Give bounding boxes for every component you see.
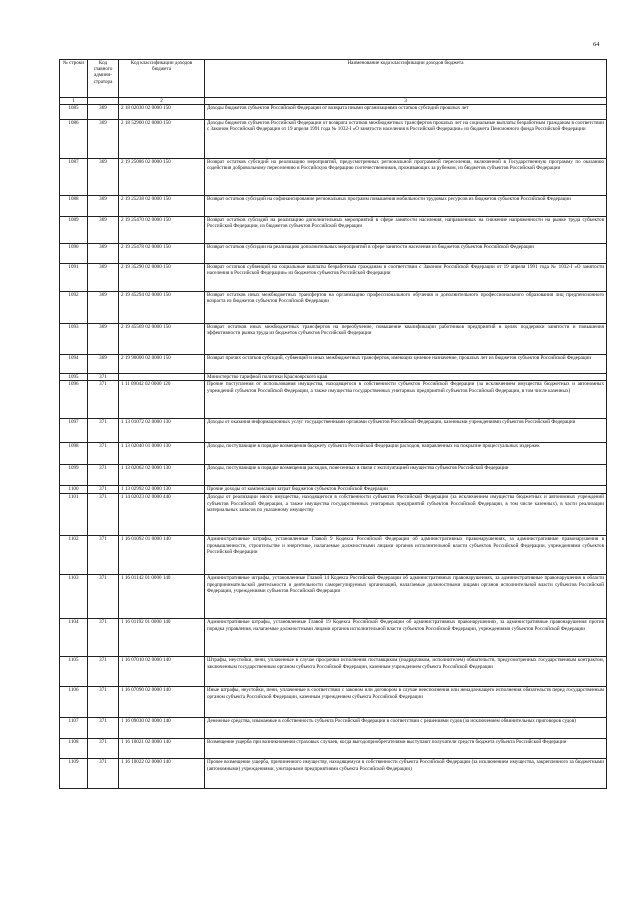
classification-code-cell: 1 16 07010 02 0000 140	[119, 657, 205, 687]
classification-code-cell: 1 16 07090 02 0000 140	[119, 687, 205, 718]
table-row	[60, 486, 607, 494]
table-row	[60, 196, 607, 217]
classification-code-cell: 2 19 90000 02 0000 150	[119, 355, 205, 374]
table-row	[60, 217, 607, 244]
classification-code-cell: 1 16 01142 01 0000 140	[119, 575, 205, 619]
row-number-cell: 1086	[60, 120, 88, 159]
row-number-cell: 1102	[60, 536, 88, 575]
classification-code-cell: 1 16 01192 01 0000 140	[119, 619, 205, 657]
column-number-1b	[88, 98, 119, 105]
table-row	[60, 292, 607, 324]
classification-code-cell: 1 16 01092 01 0000 140	[119, 536, 205, 575]
table-row	[60, 759, 607, 789]
classification-code-cell: 2 18 02030 02 0000 150	[119, 105, 205, 120]
classification-code-cell: 1 11 09042 02 0000 120	[119, 381, 205, 419]
row-number-cell: 1092	[60, 292, 88, 324]
table-row	[60, 355, 607, 374]
code-name-cell: Возврат прочих остатков субсидий, субвенций и иных межбюджетных трансфертов, имеющих целевое назначение, прошлых лет из бюджетов субъектов Российской Федерации	[205, 355, 607, 374]
header-code-name: Наименование кода классификации доходов бюджета	[205, 60, 607, 98]
code-name-cell: Возврат остатков субвенций на социальные выплаты безработным гражданам в соответствии с Законом Российской Федерации от 19 апреля 1991 года № 1032-I «О занятости населения в Российской Федерации» из бюджетов субъектов Российской Федерации	[205, 264, 607, 292]
classification-code-cell: 2 19 25470 02 0000 150	[119, 217, 205, 244]
table-row	[60, 264, 607, 292]
table-row	[60, 244, 607, 264]
row-number-cell: 1091	[60, 264, 88, 292]
code-name-cell: Министерство тарифной политики Красноярского края	[205, 374, 607, 381]
code-name-cell: Административные штрафы, установленные Главой 19 Кодекса Российской Федерации об административных правонарушениях, за административные правонарушения против порядка управления, налагаемые должностными лицами органов исполнительной власти субъектов Российской Федерации, учреждениями субъектов Российской Федерации	[205, 619, 607, 657]
classification-code-cell: 2 18 52900 02 0000 150	[119, 120, 205, 159]
column-number-2: 2	[119, 98, 205, 105]
table-row	[60, 494, 607, 536]
code-name-cell: Возврат остатков иных межбюджетных трансфертов на переобучение, повышение квалификации работников предприятий в целях поддержки занятости и повышения эффективности рынка труда из бюджетов субъектов Российской Федерации	[205, 324, 607, 355]
table-row	[60, 381, 607, 419]
administrator-code-cell: 371	[88, 381, 119, 419]
administrator-code-cell: 369	[88, 120, 119, 159]
code-name-cell: Доходы от оказания информационных услуг государственными органами субъектов Российской Федерации, казенными учреждениями субъектов Российской Федерации	[205, 419, 607, 443]
row-number-cell: 1098	[60, 443, 88, 465]
administrator-code-cell: 369	[88, 244, 119, 264]
administrator-code-cell: 371	[88, 759, 119, 789]
table-body	[60, 105, 607, 789]
code-name-cell: Административные штрафы, установленные Главой 14 Кодекса Российской Федерации об административных правонарушениях, за административные правонарушения в области предпринимательской деятельности и деятельности саморегулируемых организаций, налагаемые должностными лицами органов исполнительной власти субъектов Российской Федерации, учреждениями субъектов Российской Федерации	[205, 575, 607, 619]
administrator-code-cell: 371	[88, 575, 119, 619]
table-row	[60, 718, 607, 739]
administrator-code-cell: 369	[88, 324, 119, 355]
administrator-code-cell: 371	[88, 494, 119, 536]
column-number-row	[60, 98, 607, 105]
column-number-1: 1	[60, 98, 88, 105]
code-name-cell: Возврат остатков иных межбюджетных трансфертов на организацию профессионального обучения и дополнительного профессионального образования лиц предпенсионного возраста из бюджетов субъектов Российской Федерации	[205, 292, 607, 324]
code-name-cell: Возврат остатков субсидий на реализацию мероприятий, предусмотренных региональной программой переселения, включенной в Государственную программу по оказанию содействия добровольному переселению в Российскую Федерацию соотечественников, проживающих за рубежом, из бюджетов субъектов Российской Федерации	[205, 159, 607, 196]
row-number-cell: 1099	[60, 465, 88, 486]
administrator-code-cell: 371	[88, 687, 119, 718]
table-row	[60, 443, 607, 465]
code-name-cell: Возврат остатков субсидии на реализацию дополнительных мероприятий в сфере занятости населения из бюджетов субъектов Российской Федерации	[205, 244, 607, 264]
row-number-cell: 1093	[60, 324, 88, 355]
classification-code-cell: 1 13 02040 01 0000 130	[119, 443, 205, 465]
classification-code-cell: 1 13 01072 02 0000 130	[119, 419, 205, 443]
code-name-cell: Прочие доходы от компенсации затрат бюджетов субъектов Российской Федерации	[205, 486, 607, 494]
classification-code-cell: 2 19 25238 02 0000 150	[119, 196, 205, 217]
classification-code-cell	[119, 374, 205, 381]
row-number-cell: 1109	[60, 759, 88, 789]
administrator-code-cell: 371	[88, 374, 119, 381]
administrator-code-cell: 371	[88, 465, 119, 486]
code-name-cell: Доходы бюджетов субъектов Российской Федерации от возврата остатков межбюджетных трансфертов прошлых лет на социальные выплаты безработным гражданам в соответствии с Законом Российской Федерации от 19 апреля 1991 года № 1032-I «О занятости населения в Российской Федерации» из бюджета Пенсионного фонда Российской Федерации	[205, 120, 607, 159]
classification-code-cell: 1 16 10022 02 0000 140	[119, 759, 205, 789]
table-row	[60, 657, 607, 687]
administrator-code-cell: 371	[88, 486, 119, 494]
code-name-cell: Возврат остатков субсидий на реализацию дополнительных мероприятий в сфере занятости населения, направленных на снижение напряженности на рынке труда субъектов Российской Федерации, из бюджетов субъектов Российской Федерации	[205, 217, 607, 244]
table-row	[60, 536, 607, 575]
table-row	[60, 739, 607, 759]
classification-code-cell: 2 19 25478 02 0000 150	[119, 244, 205, 264]
row-number-cell: 1097	[60, 419, 88, 443]
table-row	[60, 324, 607, 355]
row-number-cell: 1087	[60, 159, 88, 196]
row-number-cell: 1088	[60, 196, 88, 217]
row-number-cell: 1100	[60, 486, 88, 494]
administrator-code-cell: 371	[88, 739, 119, 759]
row-number-cell: 1085	[60, 105, 88, 120]
budget-classification-table	[59, 59, 607, 789]
administrator-code-cell: 369	[88, 292, 119, 324]
table-row	[60, 159, 607, 196]
row-number-cell: 1108	[60, 739, 88, 759]
header-administrator-code: Код главного админи-стратора	[88, 60, 119, 98]
table-row	[60, 465, 607, 486]
code-name-cell: Иные штрафы, неустойки, пени, уплаченные в соответствии с законом или договором в случае неисполнения или ненадлежащего исполнения обязательств перед государственным органом субъекта Российской Федерации, казенным учреждением субъекта Российской Федерации	[205, 687, 607, 718]
table-row	[60, 619, 607, 657]
code-name-cell: Доходы, поступающие в порядке возмещения бюджету субъекта Российской Федерации расходов, направленных на покрытие процессуальных издержек	[205, 443, 607, 465]
code-name-cell: Возмещение ущерба при возникновении страховых случаев, когда выгодоприобретателями выступают получатели средств бюджета субъекта Российской Федерации	[205, 739, 607, 759]
classification-code-cell: 2 19 35290 02 0000 150	[119, 264, 205, 292]
classification-code-cell: 2 19 45294 02 0000 150	[119, 292, 205, 324]
table-row	[60, 419, 607, 443]
administrator-code-cell: 371	[88, 718, 119, 739]
administrator-code-cell: 371	[88, 419, 119, 443]
table-row	[60, 687, 607, 718]
classification-code-cell: 2 19 25086 02 0000 150	[119, 159, 205, 196]
code-name-cell: Административные штрафы, установленные Главой 9 Кодекса Российской Федерации об административных правонарушениях, за административные правонарушения в промышленности, строительстве и энергетике, налагаемые должностными лицами органов исполнительной власти субъектов Российской Федерации, учреждениями субъектов Российской Федерации	[205, 536, 607, 575]
header-classification-code: Код классификации доходов бюджета	[119, 60, 205, 98]
row-number-cell: 1090	[60, 244, 88, 264]
classification-code-cell: 1 13 02062 02 0000 130	[119, 465, 205, 486]
code-name-cell: Денежные средства, изымаемые в собственность субъекта Российской Федерации в соответствии с решениями судов (за исключением обвинительных приговоров судов)	[205, 718, 607, 739]
row-number-cell: 1095	[60, 374, 88, 381]
row-number-cell: 1106	[60, 687, 88, 718]
administrator-code-cell: 369	[88, 105, 119, 120]
table-row	[60, 374, 607, 381]
code-name-cell: Штрафы, неустойки, пени, уплаченные в случае просрочки исполнения поставщиком (подрядчиком, исполнителем) обязательств, предусмотренных государственным контрактом, заключенным государственным органом субъекта Российской Федерации, казенным учреждением субъекта Российской Федерации	[205, 657, 607, 687]
row-number-cell: 1103	[60, 575, 88, 619]
row-number-cell: 1105	[60, 657, 88, 687]
row-number-cell: 1107	[60, 718, 88, 739]
header-row-number: № строки	[60, 60, 88, 98]
code-name-cell: Доходы от реализации иного имущества, находящегося в собственности субъектов Российской Федерации (за исключением имущества бюджетных и автономных учреждений субъектов Российской Федерации, а также имущества государственных унитарных предприятий субъектов Российской Федерации, в том числе казенных), в части реализации материальных запасов по указанному имуществу	[205, 494, 607, 536]
administrator-code-cell: 371	[88, 443, 119, 465]
code-name-cell: Возврат остатков субсидий на софинансирование региональных программ повышения мобильности трудовых ресурсов из бюджетов субъектов Российской Федерации	[205, 196, 607, 217]
administrator-code-cell: 369	[88, 217, 119, 244]
administrator-code-cell: 369	[88, 264, 119, 292]
classification-code-cell: 2 19 45569 02 0000 150	[119, 324, 205, 355]
code-name-cell: Прочее возмещение ущерба, причиненного имуществу, находящемуся в собственности субъекта Российской Федерации (за исключением имущества, закрепленного за бюджетными (автономными) учреждениями, унитарными предприятиями субъекта Российской Федерации)	[205, 759, 607, 789]
administrator-code-cell: 369	[88, 355, 119, 374]
code-name-cell: Прочие поступления от использования имущества, находящегося в собственности субъектов Российской Федерации (за исключением имущества бюджетных и автономных учреждений субъектов Российской Федерации, а также имущества государственных унитарных предприятий субъектов Российской Федерации, в том числе казенных)	[205, 381, 607, 419]
administrator-code-cell: 369	[88, 159, 119, 196]
classification-code-cell: 1 14 02023 02 0000 440	[119, 494, 205, 536]
table-header-row	[60, 60, 607, 98]
administrator-code-cell: 371	[88, 657, 119, 687]
administrator-code-cell: 369	[88, 196, 119, 217]
table-row	[60, 105, 607, 120]
page-number: 64	[593, 41, 600, 48]
row-number-cell: 1094	[60, 355, 88, 374]
administrator-code-cell: 371	[88, 536, 119, 575]
classification-code-cell: 1 16 10021 02 0000 140	[119, 739, 205, 759]
code-name-cell: Доходы, поступающие в порядке возмещения расходов, понесенных в связи с эксплуатацией имущества субъектов Российской Федерации	[205, 465, 607, 486]
code-name-cell: Доходы бюджетов субъектов Российской Федерации от возврата иными организациями остатков субсидий прошлых лет	[205, 105, 607, 120]
row-number-cell: 1104	[60, 619, 88, 657]
table-row	[60, 120, 607, 159]
administrator-code-cell: 371	[88, 619, 119, 657]
column-number-3: 3	[205, 98, 607, 105]
row-number-cell: 1089	[60, 217, 88, 244]
row-number-cell: 1096	[60, 381, 88, 419]
table-row	[60, 575, 607, 619]
classification-code-cell: 1 13 02992 02 0000 130	[119, 486, 205, 494]
row-number-cell: 1101	[60, 494, 88, 536]
classification-code-cell: 1 16 09030 02 0000 140	[119, 718, 205, 739]
